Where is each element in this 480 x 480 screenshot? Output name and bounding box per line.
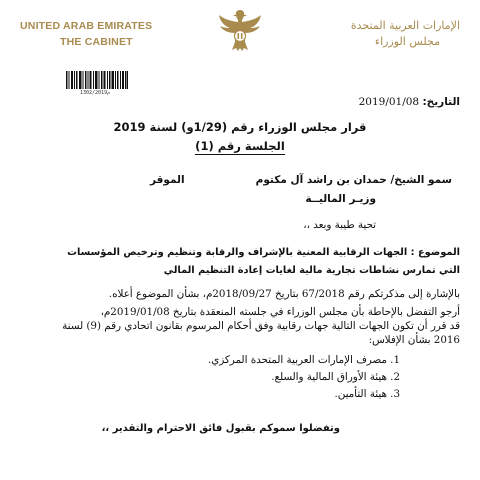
list-item: 3. هيئة التأمين. — [334, 388, 400, 400]
list-item: 1. مصرف الإمارات العربية المتحدة المركزي. — [207, 354, 400, 366]
letterhead-ar-line2: مجلس الوزراء — [374, 35, 440, 48]
subject-line1 — [67, 247, 460, 258]
session-number: الجلسة رقم (1) — [195, 139, 285, 153]
body-para1: بالإشارة إلى مذكرتكم رقم 67/2018 بتاريخ 2018/09/27م، بشأن الموضوع أعلاه. — [108, 288, 460, 300]
closing-line: وتفضلوا سموكم بقبول فائق الاحترام والتقدير ،، — [101, 423, 340, 434]
body-para2-line1: أرجو التفضل بالإحاطة بأن مجلس الوزراء في جلسته المنعقدة بتاريخ 2019/01/08م، — [100, 306, 460, 318]
recipient-name: سمو الشيخ/ حمدان بن راشد آل مكتوم — [255, 174, 452, 186]
recipient-honorific: الموقر — [150, 174, 185, 186]
greeting: تحية طيبة وبعد ،، — [303, 219, 376, 231]
subject-text-1: الجهات الرقابية المعنية بالإشراف والرقابة وتنظيم وترخيص المؤسسات — [67, 247, 408, 258]
body-para2-line3: 2016 بشأن الإفلاس: — [368, 334, 460, 346]
letterhead-en-line1: UNITED ARAB EMIRATES — [20, 20, 153, 32]
recipient-position: وزيـر الماليــة — [305, 193, 376, 205]
emblem-icon — [216, 6, 264, 54]
letterhead-ar-line1: الإمارات العربية المتحدة — [350, 19, 460, 32]
subject-line2: التي تمارس نشاطات تجارية مالية لغايات إعادة التنظيم المالي — [163, 265, 460, 276]
barcode-number: 1302/2019م — [80, 90, 111, 96]
date-label: التاريخ: — [422, 96, 460, 108]
letterhead-en-line2: THE CABINET — [60, 36, 133, 48]
barcode-icon — [66, 71, 128, 89]
list-item: 2. هيئة الأوراق المالية والسلع. — [271, 371, 400, 383]
date-line — [359, 96, 460, 108]
subject-label: الموضوع : — [410, 247, 460, 258]
decision-title: قرار مجلس الوزراء رقم (1/29و) لسنة 2019 — [113, 120, 367, 134]
body-para2-line2: قد قرر أن تكون الجهات التالية جهات رقابية وفق أحكام المرسوم بقانون اتحادي رقم (9) لسنة — [62, 320, 460, 332]
date-value: 2019/01/08 — [358, 96, 420, 108]
